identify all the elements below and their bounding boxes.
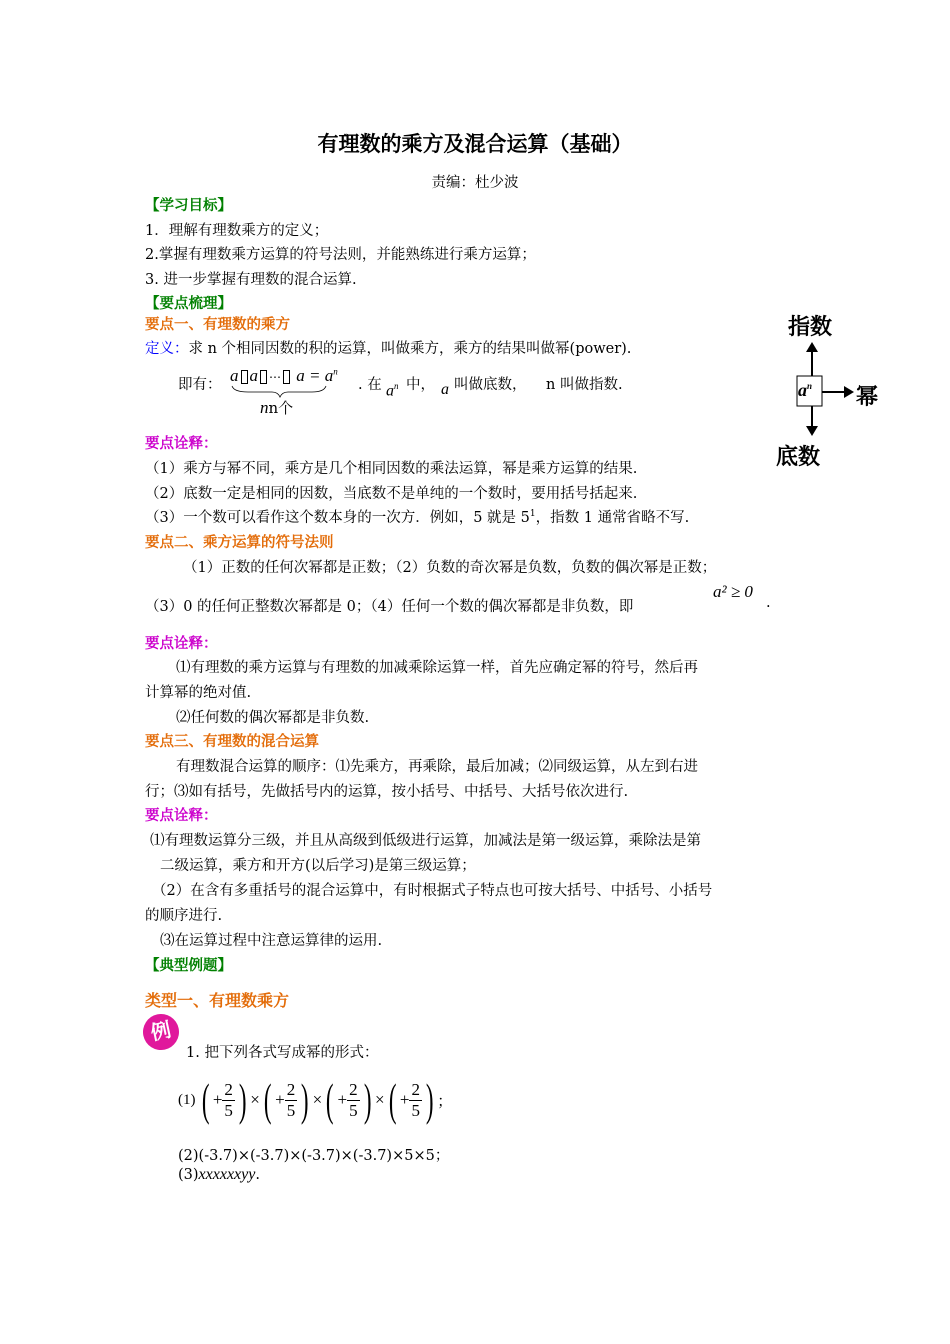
power-label: 幂	[856, 385, 879, 410]
notes-heading: 要点诠释：	[145, 808, 218, 824]
sign-rule-line: （1）正数的任何次幂都是正数；（2）负数的奇次幂是负数，负数的偶次幂是正数；	[183, 560, 717, 576]
exponent-label: 指数	[788, 315, 833, 340]
note-line: ⑴有理数运算分三级，并且从高级到低级进行运算，加减法是第一级运算，乘除法是第	[150, 833, 701, 849]
objective-item: 3. 进一步掌握有理数的混合运算.	[145, 272, 357, 288]
n-count-label: nn个	[260, 398, 294, 417]
base-label: 底数	[776, 445, 821, 470]
notes-heading: 要点诠释：	[145, 636, 218, 652]
formula-base: 叫做底数，	[454, 377, 527, 393]
objectives-heading: 【学习目标】	[145, 198, 232, 214]
expression-1: (1) ( + $\frac{2}{5}$ ) × ( + $\frac{2}{5}$ ) × ( + $\frac{2}{5}$ ) × ( + $\frac{2}{5}$ ) ；	[178, 1074, 453, 1125]
objective-item: 2.掌握有理数乘方运算的符号法则，并能熟练进行乘方运算；	[145, 247, 536, 263]
note-line: （2）底数一定是相同的因数，当底数不是单纯的一个数时，要用括号括起来.	[145, 486, 638, 502]
n-count-text: n个	[268, 399, 294, 417]
note-line: ⑵任何数的偶次幂都是非负数.	[176, 710, 370, 726]
keypoints-heading: 【要点梳理】	[145, 296, 232, 312]
example-badge: 例	[140, 1011, 183, 1054]
note-line: 计算幂的绝对值.	[145, 685, 252, 701]
formula-exp: n 叫做指数.	[546, 377, 623, 393]
point1-heading: 要点一、有理数的乘方	[145, 317, 290, 333]
base-a: a	[441, 381, 449, 398]
order-line: 有理数混合运算的顺序：⑴先乘方，再乘除，最后加减；⑵同级运算，从左到右进	[176, 759, 698, 775]
expression-3: (3)xxxxxxyy.	[178, 1166, 260, 1183]
order-line: 行；⑶如有括号，先做括号内的运算，按小括号、中括号、大括号依次进行.	[145, 784, 629, 800]
note-line: （1）乘方与幂不同，乘方是几个相同因数的乘法运算，幂是乘方运算的结果.	[145, 461, 638, 477]
note-line: （3）一个数可以看作这个数本身的一次方．例如，5 就是 $5^1$，指数 1 通常省略不写.	[145, 509, 690, 526]
example-question: 1. 把下列各式写成幂的形式：	[186, 1045, 379, 1061]
inequality: a² ≥ 0	[713, 582, 753, 601]
formula-mid: . 在	[358, 377, 382, 393]
formula-in: 中，	[406, 377, 435, 393]
point2-heading: 要点二、乘方运算的符号法则	[145, 535, 334, 551]
expression-2: (2)(-3.7)×(-3.7)×(-3.7)×(-3.7)×5×5；	[178, 1148, 450, 1164]
type1-heading: 类型一、有理数乘方	[145, 991, 290, 1010]
notes-heading: 要点诠释：	[145, 436, 218, 452]
diagram-center: $a^n$	[798, 380, 813, 400]
sign-rule-line: （3）0 的任何正整数次幂都是 0；（4）任何一个数的偶次幂都是非负数，即	[145, 599, 634, 615]
note-line: 的顺序进行.	[145, 908, 223, 924]
formula-prefix: 即有：	[178, 377, 222, 393]
definition-line	[145, 337, 631, 358]
point3-heading: 要点三、有理数的混合运算	[145, 734, 319, 750]
formula-product: a a ⋯ $a = a^n$	[230, 366, 338, 385]
note-line: （2）在含有多重括号的混合运算中，有时根据式子特点也可按大括号、中括号、小括号	[152, 883, 713, 899]
power-diagram	[774, 308, 884, 473]
examples-heading: 【典型例题】	[145, 958, 232, 974]
objective-item: 1．理解有理数乘方的定义；	[145, 223, 329, 239]
page-title: 有理数的乘方及混合运算（基础）	[317, 132, 633, 156]
note-line: 二级运算，乘方和开方(以后学习)是第三级运算；	[160, 858, 476, 874]
note-line: ⑴有理数的乘方运算与有理数的加减乘除运算一样，首先应确定幂的符号，然后再	[176, 660, 698, 676]
underbrace	[228, 384, 328, 398]
period: .	[766, 595, 771, 611]
author-line: 责编：杜少波	[431, 175, 519, 191]
a-power-n: $a^n$	[386, 381, 399, 400]
definition-text: 求 n 个相同因数的积的运算，叫做乘方，乘方的结果叫做幂(power).	[188, 341, 632, 357]
definition-label: 定义：	[145, 341, 189, 357]
note-line: ⑶在运算过程中注意运算律的运用.	[160, 933, 383, 949]
